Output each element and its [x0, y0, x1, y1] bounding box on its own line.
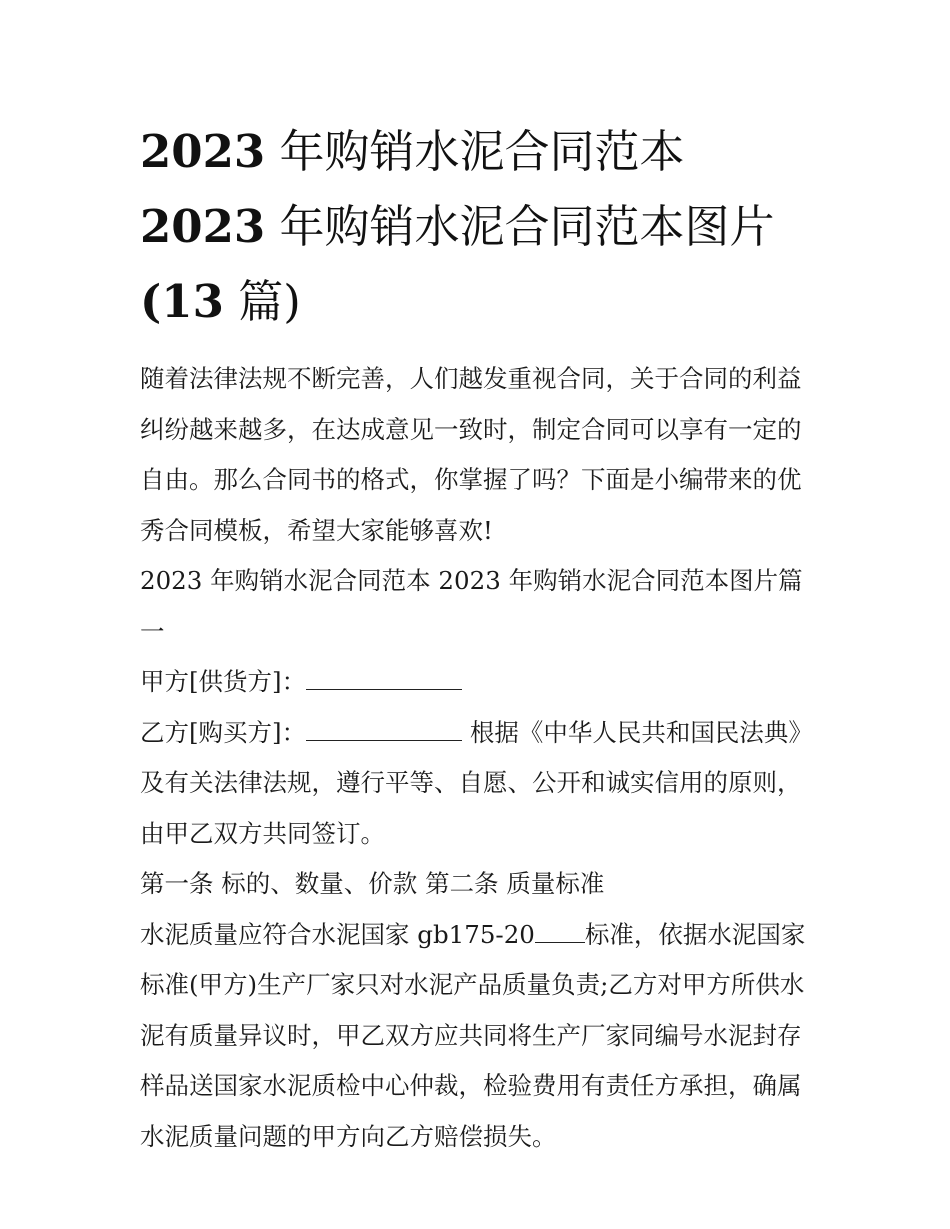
- standard-year-blank: [535, 912, 585, 943]
- party-a-line: [140, 657, 820, 708]
- title-line-2: 2023 年购销水泥合同范本图片: [140, 200, 775, 253]
- title-line-3: (13 篇): [140, 275, 301, 328]
- document-body: [140, 354, 820, 1162]
- party-a-blank: [306, 659, 462, 690]
- articles-line: 第一条 标的、数量、价款 第二条 质量标准: [140, 869, 605, 898]
- quality-text-start: 水泥质量应符合水泥国家 gb175-20: [140, 919, 535, 949]
- party-a-label: 甲方[供货方]：: [140, 667, 307, 696]
- section-heading: 2023 年购销水泥合同范本 2023 年购销水泥合同范本图片篇一: [140, 566, 803, 646]
- party-b-paragraph: [140, 708, 820, 860]
- quality-text-rest: 标准，依据水泥国家标准(甲方)生产厂家只对水泥产品质量负责;乙方对甲方所供水泥有质量异议时，甲乙双方应共同将生产厂家同编号水泥封存样品送国家水泥质检中心仲裁，检验费用有责任方承担，确属水泥质量问题的甲方向乙方赔偿损失。: [140, 919, 806, 1151]
- quality-paragraph: [140, 910, 820, 1163]
- intro-paragraph: 随着法律法规不断完善，人们越发重视合同，关于合同的利益纠纷越来越多，在达成意见一致时，制定合同可以享有一定的自由。那么合同书的格式，你掌握了吗？下面是小编带来的优秀合同模板，希望大家能够喜欢!: [140, 364, 802, 545]
- title-line-1: 2023 年购销水泥合同范本: [140, 125, 685, 178]
- party-b-blank: [306, 710, 462, 741]
- party-b-label: 乙方[购买方]：: [140, 717, 307, 747]
- party-b-text: 根据《中华人民共和国民法典》及有关法律法规，遵行平等、自愿、公开和诚实信用的原则，由甲乙双方共同签订。: [140, 717, 813, 848]
- document-title: [140, 114, 830, 339]
